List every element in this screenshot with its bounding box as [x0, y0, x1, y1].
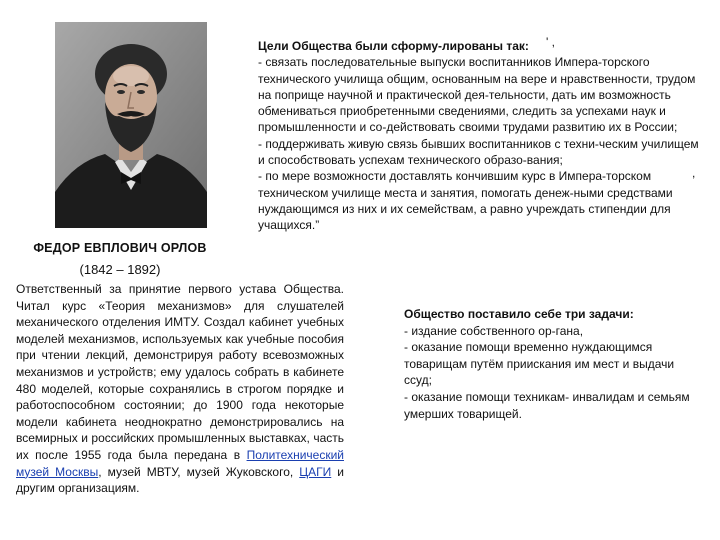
tsagi-link[interactable]: ЦАГИ	[299, 464, 332, 479]
bio-text-before: Ответственный за принятие первого устава Общества. Читал курс «Теория механизмов» для слушателей механического отделения ИМТУ. Создал кабинет учебных моделей механизмов, используемых как учебные пособия при чтении лекций, демонстрируя работу всевозможных механизмов и устройств; ему удалось собрать в кабинете 480 моделей, которые сохранялись в строгом порядке и работоспособном состоянии; до 1900 года некоторые модели кабинета неоднократно демонстрировались на всемирных и российских промышленных выставках, часть их после 1955 года была передана в	[16, 282, 344, 462]
biography-text	[16, 281, 344, 497]
portrait-illustration	[55, 22, 207, 228]
person-years: (1842 – 1892)	[79, 262, 161, 277]
tasks-title: Общество поставило себе три задачи:	[404, 307, 634, 321]
bio-text-middle: , музей МВТУ, музей Жуковского,	[98, 464, 300, 479]
goal-item: - по мере возможности доставлять кончившим курс в Импера-торском техническом училище места и занятия, помогать денеж-ными средствами нуждающимся из них и их семействам, а равно учреждать стипендии для учащихся.”	[258, 169, 673, 233]
portrait-photo	[55, 22, 207, 228]
society-goals	[258, 38, 706, 234]
quote-mark: ,	[692, 166, 696, 180]
task-item: - издание собственного ор-гана,	[404, 323, 584, 338]
person-name: ФЕДОР ЕВПЛОВИЧ ОРЛОВ	[33, 241, 207, 255]
goals-title: Цели Общества были сформу-лированы так:	[258, 39, 529, 53]
goal-item: - связать последовательные выпуски воспитанников Импера-торского технического училища общим, основанным на вере и нравственности, трудом на поприще научной и практической дея-тельности, дать им возможность обмениваться приобретенными сведениями, следить за успехами наук и промышленности и со-действовать своими трудами развитию их в России;	[258, 55, 696, 135]
society-tasks	[404, 306, 704, 422]
goal-item: - поддерживать живую связь бывших воспитанников с техни-ческим училищем и способствовать успехам технического образо-вания;	[258, 136, 699, 168]
polytechnic-museum-link[interactable]: Политехнический музей Москвы	[16, 447, 344, 479]
quote-marks: ' ,	[546, 35, 555, 49]
bio-text-after: и другим организациям.	[16, 464, 344, 496]
task-item: - оказание помощи техникам- инвалидам и семьям умерших товарищей.	[404, 389, 690, 421]
task-item: - оказание помощи временно нуждающимся товарищам путём приискания им мест и выдачи ссуд;	[404, 340, 675, 388]
